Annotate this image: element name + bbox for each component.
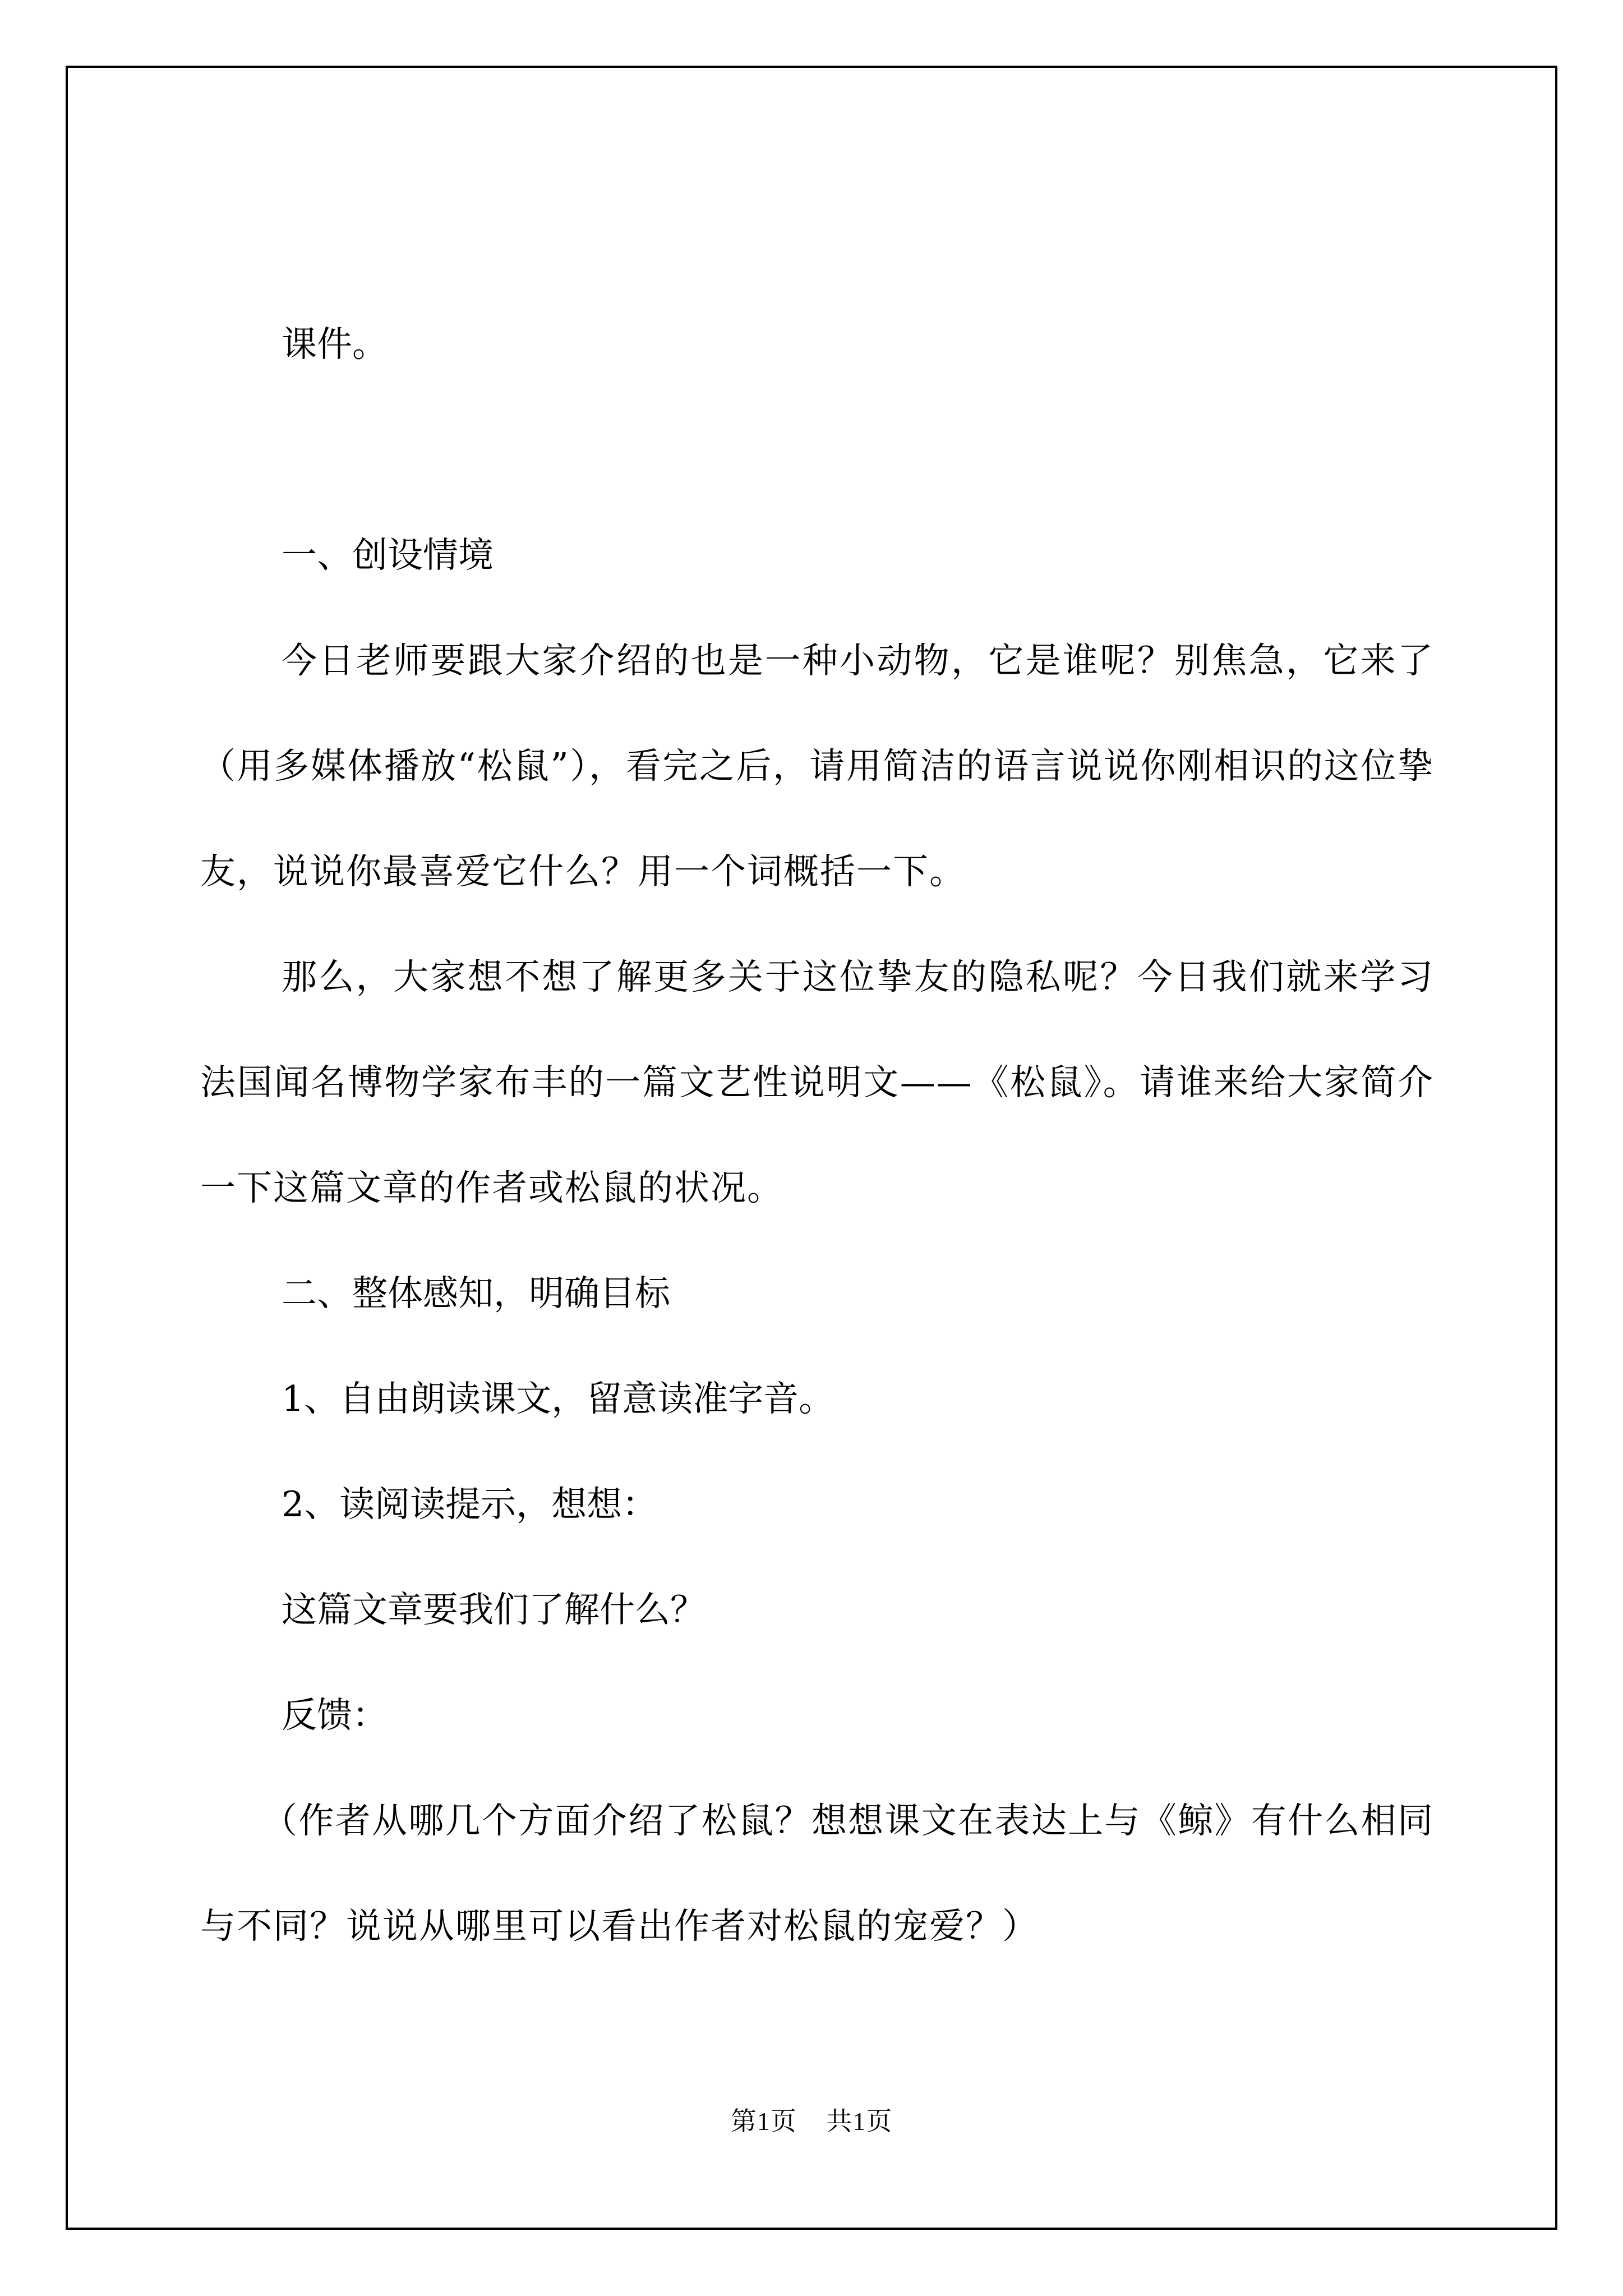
step-read-aloud: 1、自由朗读课文，留意读准字音。 — [282, 1378, 834, 1419]
page-total: 共1页 — [826, 2107, 893, 2136]
document-body — [200, 292, 1434, 1979]
blank-line — [200, 397, 1434, 503]
paragraph-learn-article: 那么，大家想不想了解更多关于这位挚友的隐私呢？今日我们就来学习法国闻名博物学家布丰的一篇文艺性说明文——《松鼠》。请谁来给大家简介一下这篇文章的作者或松鼠的状况。 — [200, 956, 1434, 1208]
feedback-label: 反馈： — [282, 1695, 388, 1736]
question-what-to-learn: 这篇文章要我们了解什么？ — [282, 1589, 706, 1630]
step-read-tips: 2、读阅读提示，想想： — [282, 1484, 658, 1525]
page-number: 第1页 — [730, 2107, 797, 2136]
paragraph-intro: 今日老师要跟大家介绍的也是一种小动物，它是谁呢？别焦急，它来了（用多媒体播放“松鼠”），看完之后，请用简洁的语言说说你刚相识的这位挚友，说说你最喜爱它什么？用一个词概括一下。 — [200, 640, 1434, 892]
paragraph-feedback-questions: （作者从哪几个方面介绍了松鼠？想想课文在表达上与《鲸》有什么相同与不同？说说从哪里可以看出作者对松鼠的宠爱？） — [200, 1800, 1434, 1947]
heading-create-situation: 一、创设情境 — [282, 535, 494, 576]
paragraph-courseware: 课件。 — [282, 324, 388, 365]
heading-overall-perception: 二、整体感知，明确目标 — [282, 1273, 670, 1314]
page-footer — [0, 2101, 1623, 2138]
